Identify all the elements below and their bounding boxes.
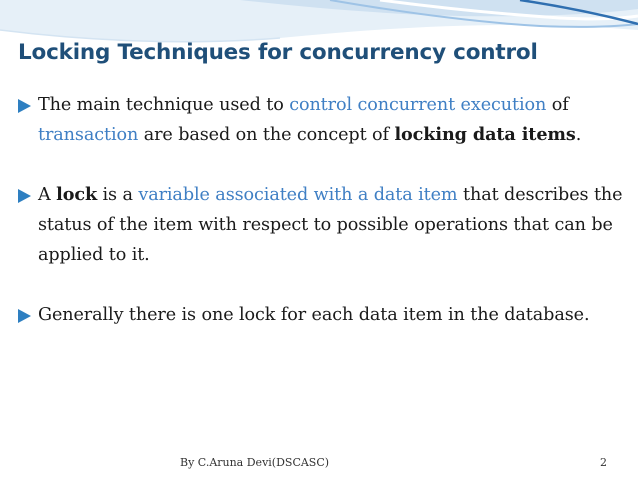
bullet-text: . [575, 125, 582, 145]
bullet-text: A [38, 185, 57, 205]
bullet-item [18, 90, 624, 150]
bullet-text: of [546, 95, 569, 115]
bullet-text: is a [97, 185, 139, 205]
bullet-list [18, 90, 624, 360]
right-triangle-bullet-icon [18, 309, 31, 323]
highlighted-term: variable associated with a data item [138, 185, 458, 205]
bullet-item [18, 300, 624, 330]
bullet-text: The main technique used to [38, 95, 290, 115]
highlighted-term: control concurrent execution [289, 95, 547, 115]
bullet-text: Generally there is one lock for each data item in the database. [38, 305, 590, 325]
highlighted-term: transaction [38, 125, 139, 145]
bold-term: locking data items [394, 124, 576, 145]
bullet-text: are based on the concept of [138, 125, 395, 145]
footer-author: By C.Aruna Devi(DSCASC) [180, 456, 330, 469]
slide-title: Locking Techniques for concurrency control [18, 40, 538, 65]
right-triangle-bullet-icon [18, 99, 31, 113]
bullet-item [18, 180, 624, 270]
page-number: 2 [600, 456, 607, 469]
bold-term: lock [56, 184, 98, 205]
bullet-text: that describes the status of the item with respect to possible operations that can be applied to it. [38, 185, 623, 265]
right-triangle-bullet-icon [18, 189, 31, 203]
